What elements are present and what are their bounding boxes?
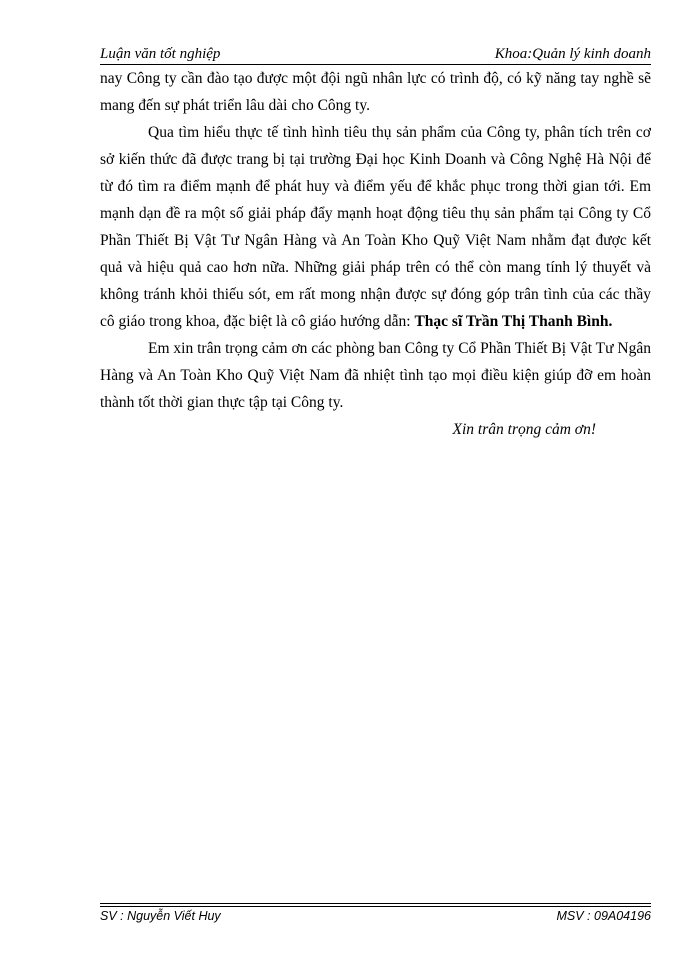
header-thesis-title: Luận văn tốt nghiệp (100, 46, 221, 62)
footer-student-name: SV : Nguyễn Viết Huy (100, 909, 221, 923)
header-faculty: Khoa:Quản lý kinh doanh (494, 46, 651, 62)
page-header (100, 46, 651, 66)
closing-signoff: Xin trân trọng cảm ơn! (452, 421, 596, 438)
footer-divider (100, 903, 651, 904)
paragraph-solutions-text: Qua tìm hiểu thực tế tình hình tiêu thụ sản phẩm của Công ty, phân tích trên cơ sở kiến thức đã được trang bị tại trường Đại học Kinh Doanh và Công Nghệ Hà Nội để từ đó tìm ra điểm mạnh để phát huy và điểm yếu để khắc phục trong thời gian tới. Em mạnh dạn đề ra một số giải pháp đẩy mạnh hoạt động tiêu thụ sản phẩm tại Công ty Cổ Phần Thiết Bị Vật Tư Ngân Hàng và An Toàn Kho Quỹ Việt Nam nhằm đạt được kết quả và hiệu quả cao hơn nữa. Những giải pháp trên có thể còn mang tính lý thuyết và không tránh khỏi thiếu sót, em rất mong nhận được sự đóng góp trân tình của các thầy cô giáo trong khoa, đặc biệt là cô giáo hướng dẫn: (100, 124, 651, 330)
paragraph-thanks: Em xin trân trọng cảm ơn các phòng ban Công ty Cổ Phần Thiết Bị Vật Tư Ngân Hàng và An Toàn Kho Quỹ Việt Nam đã nhiệt tình tạo mọi điều kiện giúp đỡ em hoàn thành tốt thời gian thực tập tại Công ty. (100, 340, 651, 411)
paragraph-solutions (100, 119, 651, 335)
footer-student-id: MSV : 09A04196 (556, 909, 651, 923)
document-body (100, 65, 651, 443)
advisor-name: Thạc sĩ Trần Thị Thanh Bình. (414, 313, 613, 330)
paragraph-continuation: nay Công ty cần đào tạo được một đội ngũ nhân lực có trình độ, có kỹ năng tay nghề sẽ mang đến sự phát triển lâu dài cho Công ty. (100, 70, 651, 114)
footer-divider-second (100, 906, 651, 907)
page-footer (100, 909, 651, 927)
